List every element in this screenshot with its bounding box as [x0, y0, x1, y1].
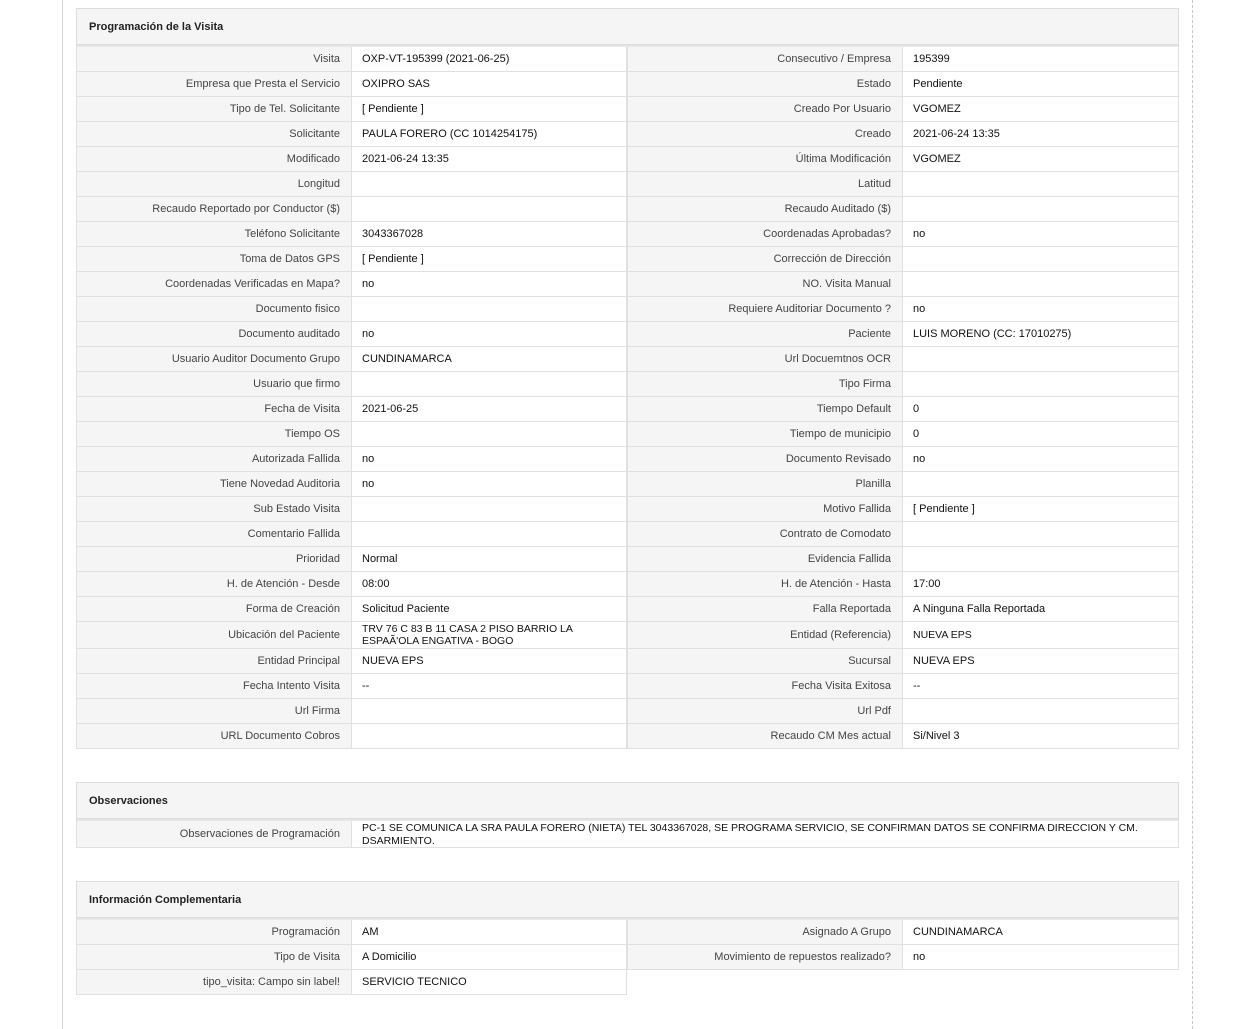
field-value: NUEVA EPS [903, 649, 1179, 674]
field-value: no [903, 447, 1179, 472]
field-value [903, 197, 1179, 222]
observaciones-panel [76, 782, 1179, 848]
field-label: Teléfono Solicitante [76, 222, 352, 247]
field-value: no [352, 272, 627, 297]
empty-cell [627, 970, 903, 995]
field-value: 2021-06-24 13:35 [903, 122, 1179, 147]
complementaria-details-grid [76, 920, 1179, 995]
field-label: Motivo Fallida [627, 497, 903, 522]
field-label: Longitud [76, 172, 352, 197]
field-value: A Domicilio [352, 945, 627, 970]
field-value: Si/Nivel 3 [903, 724, 1179, 749]
field-value [903, 272, 1179, 297]
field-value: 195399 [903, 47, 1179, 72]
field-label: H. de Atención - Desde [76, 572, 352, 597]
field-label: Sucursal [627, 649, 903, 674]
field-label: Tiempo Default [627, 397, 903, 422]
field-label: Recaudo Reportado por Conductor ($) [76, 197, 352, 222]
content-right-dashed-border [1192, 0, 1193, 1029]
field-value: Normal [352, 547, 627, 572]
field-value: A Ninguna Falla Reportada [903, 597, 1179, 622]
field-label: Comentario Fallida [76, 522, 352, 547]
field-value: no [903, 945, 1179, 970]
field-value [903, 372, 1179, 397]
field-label: Planilla [627, 472, 903, 497]
field-label: Tipo Firma [627, 372, 903, 397]
field-label: Fecha Intento Visita [76, 674, 352, 699]
complementaria-title: Información Complementaria [76, 881, 1179, 917]
field-label: Coordenadas Verificadas en Mapa? [76, 272, 352, 297]
field-value: 0 [903, 397, 1179, 422]
field-value: AM [352, 920, 627, 945]
field-label: Consecutivo / Empresa [627, 47, 903, 72]
field-label: Latitud [627, 172, 903, 197]
field-label: Modificado [76, 147, 352, 172]
programacion-details-grid [76, 47, 1179, 749]
field-value [352, 172, 627, 197]
field-label: tipo_visita: Campo sin label! [76, 970, 352, 995]
field-value: no [352, 472, 627, 497]
field-label: Entidad Principal [76, 649, 352, 674]
field-value [903, 172, 1179, 197]
field-label: Tiene Novedad Auditoria [76, 472, 352, 497]
field-label: Solicitante [76, 122, 352, 147]
observaciones-value: PC-1 SE COMUNICA LA SRA PAULA FORERO (NIETA) TEL 3043367028, SE PROGRAMA SERVICIO, SE CONFIRMAN DATOS SE CONFIRMA DIRECCION Y CM. DSARMIENTO. [352, 821, 1179, 848]
field-label: Programación [76, 920, 352, 945]
field-value: -- [352, 674, 627, 699]
field-label: Documento Revisado [627, 447, 903, 472]
field-label: Usuario Auditor Documento Grupo [76, 347, 352, 372]
field-value: 2021-06-25 [352, 397, 627, 422]
field-value [903, 699, 1179, 724]
field-label: Documento fisico [76, 297, 352, 322]
field-value [352, 497, 627, 522]
field-label: Recaudo CM Mes actual [627, 724, 903, 749]
field-label: Entidad (Referencia) [627, 622, 903, 649]
field-value: LUIS MORENO (CC: 17010275) [903, 322, 1179, 347]
field-label: Tiempo OS [76, 422, 352, 447]
field-value [903, 347, 1179, 372]
field-value: 17:00 [903, 572, 1179, 597]
field-value: NUEVA EPS [903, 622, 1179, 649]
observaciones-title: Observaciones [76, 782, 1179, 818]
field-label: Fecha Visita Exitosa [627, 674, 903, 699]
field-label: Autorizada Fallida [76, 447, 352, 472]
programacion-title: Programación de la Visita [76, 8, 1179, 44]
field-label: Contrato de Comodato [627, 522, 903, 547]
observaciones-label: Observaciones de Programación [76, 821, 352, 848]
field-label: Paciente [627, 322, 903, 347]
field-label: Fecha de Visita [76, 397, 352, 422]
field-value [352, 197, 627, 222]
field-label: Creado [627, 122, 903, 147]
field-value: no [352, 322, 627, 347]
field-value: 2021-06-24 13:35 [352, 147, 627, 172]
field-label: Movimiento de repuestos realizado? [627, 945, 903, 970]
field-value: OXP-VT-195399 (2021-06-25) [352, 47, 627, 72]
field-label: Tipo de Visita [76, 945, 352, 970]
field-value: -- [903, 674, 1179, 699]
field-label: Requiere Auditoriar Documento ? [627, 297, 903, 322]
field-label: Url Docuemtnos OCR [627, 347, 903, 372]
field-value: CUNDINAMARCA [352, 347, 627, 372]
field-label: Visita [76, 47, 352, 72]
field-value: TRV 76 C 83 B 11 CASA 2 PISO BARRIO LA ESPAÃ'OLA ENGATIVA - BOGO [352, 622, 627, 649]
field-label: Prioridad [76, 547, 352, 572]
field-label: Evidencia Fallida [627, 547, 903, 572]
field-label: URL Documento Cobros [76, 724, 352, 749]
field-value [352, 422, 627, 447]
field-label: Tiempo de municipio [627, 422, 903, 447]
field-value [903, 472, 1179, 497]
field-value: 0 [903, 422, 1179, 447]
field-label: Recaudo Auditado ($) [627, 197, 903, 222]
field-label: Url Pdf [627, 699, 903, 724]
field-label: Corrección de Dirección [627, 247, 903, 272]
empty-cell [903, 970, 1179, 995]
programacion-panel [76, 8, 1179, 749]
field-label: Forma de Creación [76, 597, 352, 622]
field-value [352, 297, 627, 322]
field-value: [ Pendiente ] [352, 247, 627, 272]
field-label: Sub Estado Visita [76, 497, 352, 522]
field-value [903, 247, 1179, 272]
field-label: Tipo de Tel. Solicitante [76, 97, 352, 122]
field-value: VGOMEZ [903, 97, 1179, 122]
field-value [352, 699, 627, 724]
field-value [352, 372, 627, 397]
observaciones-grid [76, 821, 1179, 848]
field-label: Coordenadas Aprobadas? [627, 222, 903, 247]
field-label: Ubicación del Paciente [76, 622, 352, 649]
field-value: [ Pendiente ] [903, 497, 1179, 522]
field-label: NO. Visita Manual [627, 272, 903, 297]
field-label: H. de Atención - Hasta [627, 572, 903, 597]
field-label: Estado [627, 72, 903, 97]
field-value [352, 724, 627, 749]
field-value: NUEVA EPS [352, 649, 627, 674]
field-label: Toma de Datos GPS [76, 247, 352, 272]
field-value: 08:00 [352, 572, 627, 597]
field-value: SERVICIO TECNICO [352, 970, 627, 995]
field-label: Documento auditado [76, 322, 352, 347]
field-value: VGOMEZ [903, 147, 1179, 172]
field-value: OXIPRO SAS [352, 72, 627, 97]
field-value: Pendiente [903, 72, 1179, 97]
field-label: Empresa que Presta el Servicio [76, 72, 352, 97]
complementaria-panel [76, 881, 1179, 995]
field-value [903, 547, 1179, 572]
field-label: Url Firma [76, 699, 352, 724]
content-left-border [62, 0, 63, 1029]
field-value [352, 522, 627, 547]
field-value: no [903, 297, 1179, 322]
field-value: [ Pendiente ] [352, 97, 627, 122]
field-value: no [352, 447, 627, 472]
field-label: Falla Reportada [627, 597, 903, 622]
field-value: PAULA FORERO (CC 1014254175) [352, 122, 627, 147]
field-label: Última Modificación [627, 147, 903, 172]
field-value [903, 522, 1179, 547]
field-label: Asignado A Grupo [627, 920, 903, 945]
field-value: 3043367028 [352, 222, 627, 247]
field-label: Usuario que firmo [76, 372, 352, 397]
field-value: Solicitud Paciente [352, 597, 627, 622]
field-value: CUNDINAMARCA [903, 920, 1179, 945]
field-label: Creado Por Usuario [627, 97, 903, 122]
field-value: no [903, 222, 1179, 247]
